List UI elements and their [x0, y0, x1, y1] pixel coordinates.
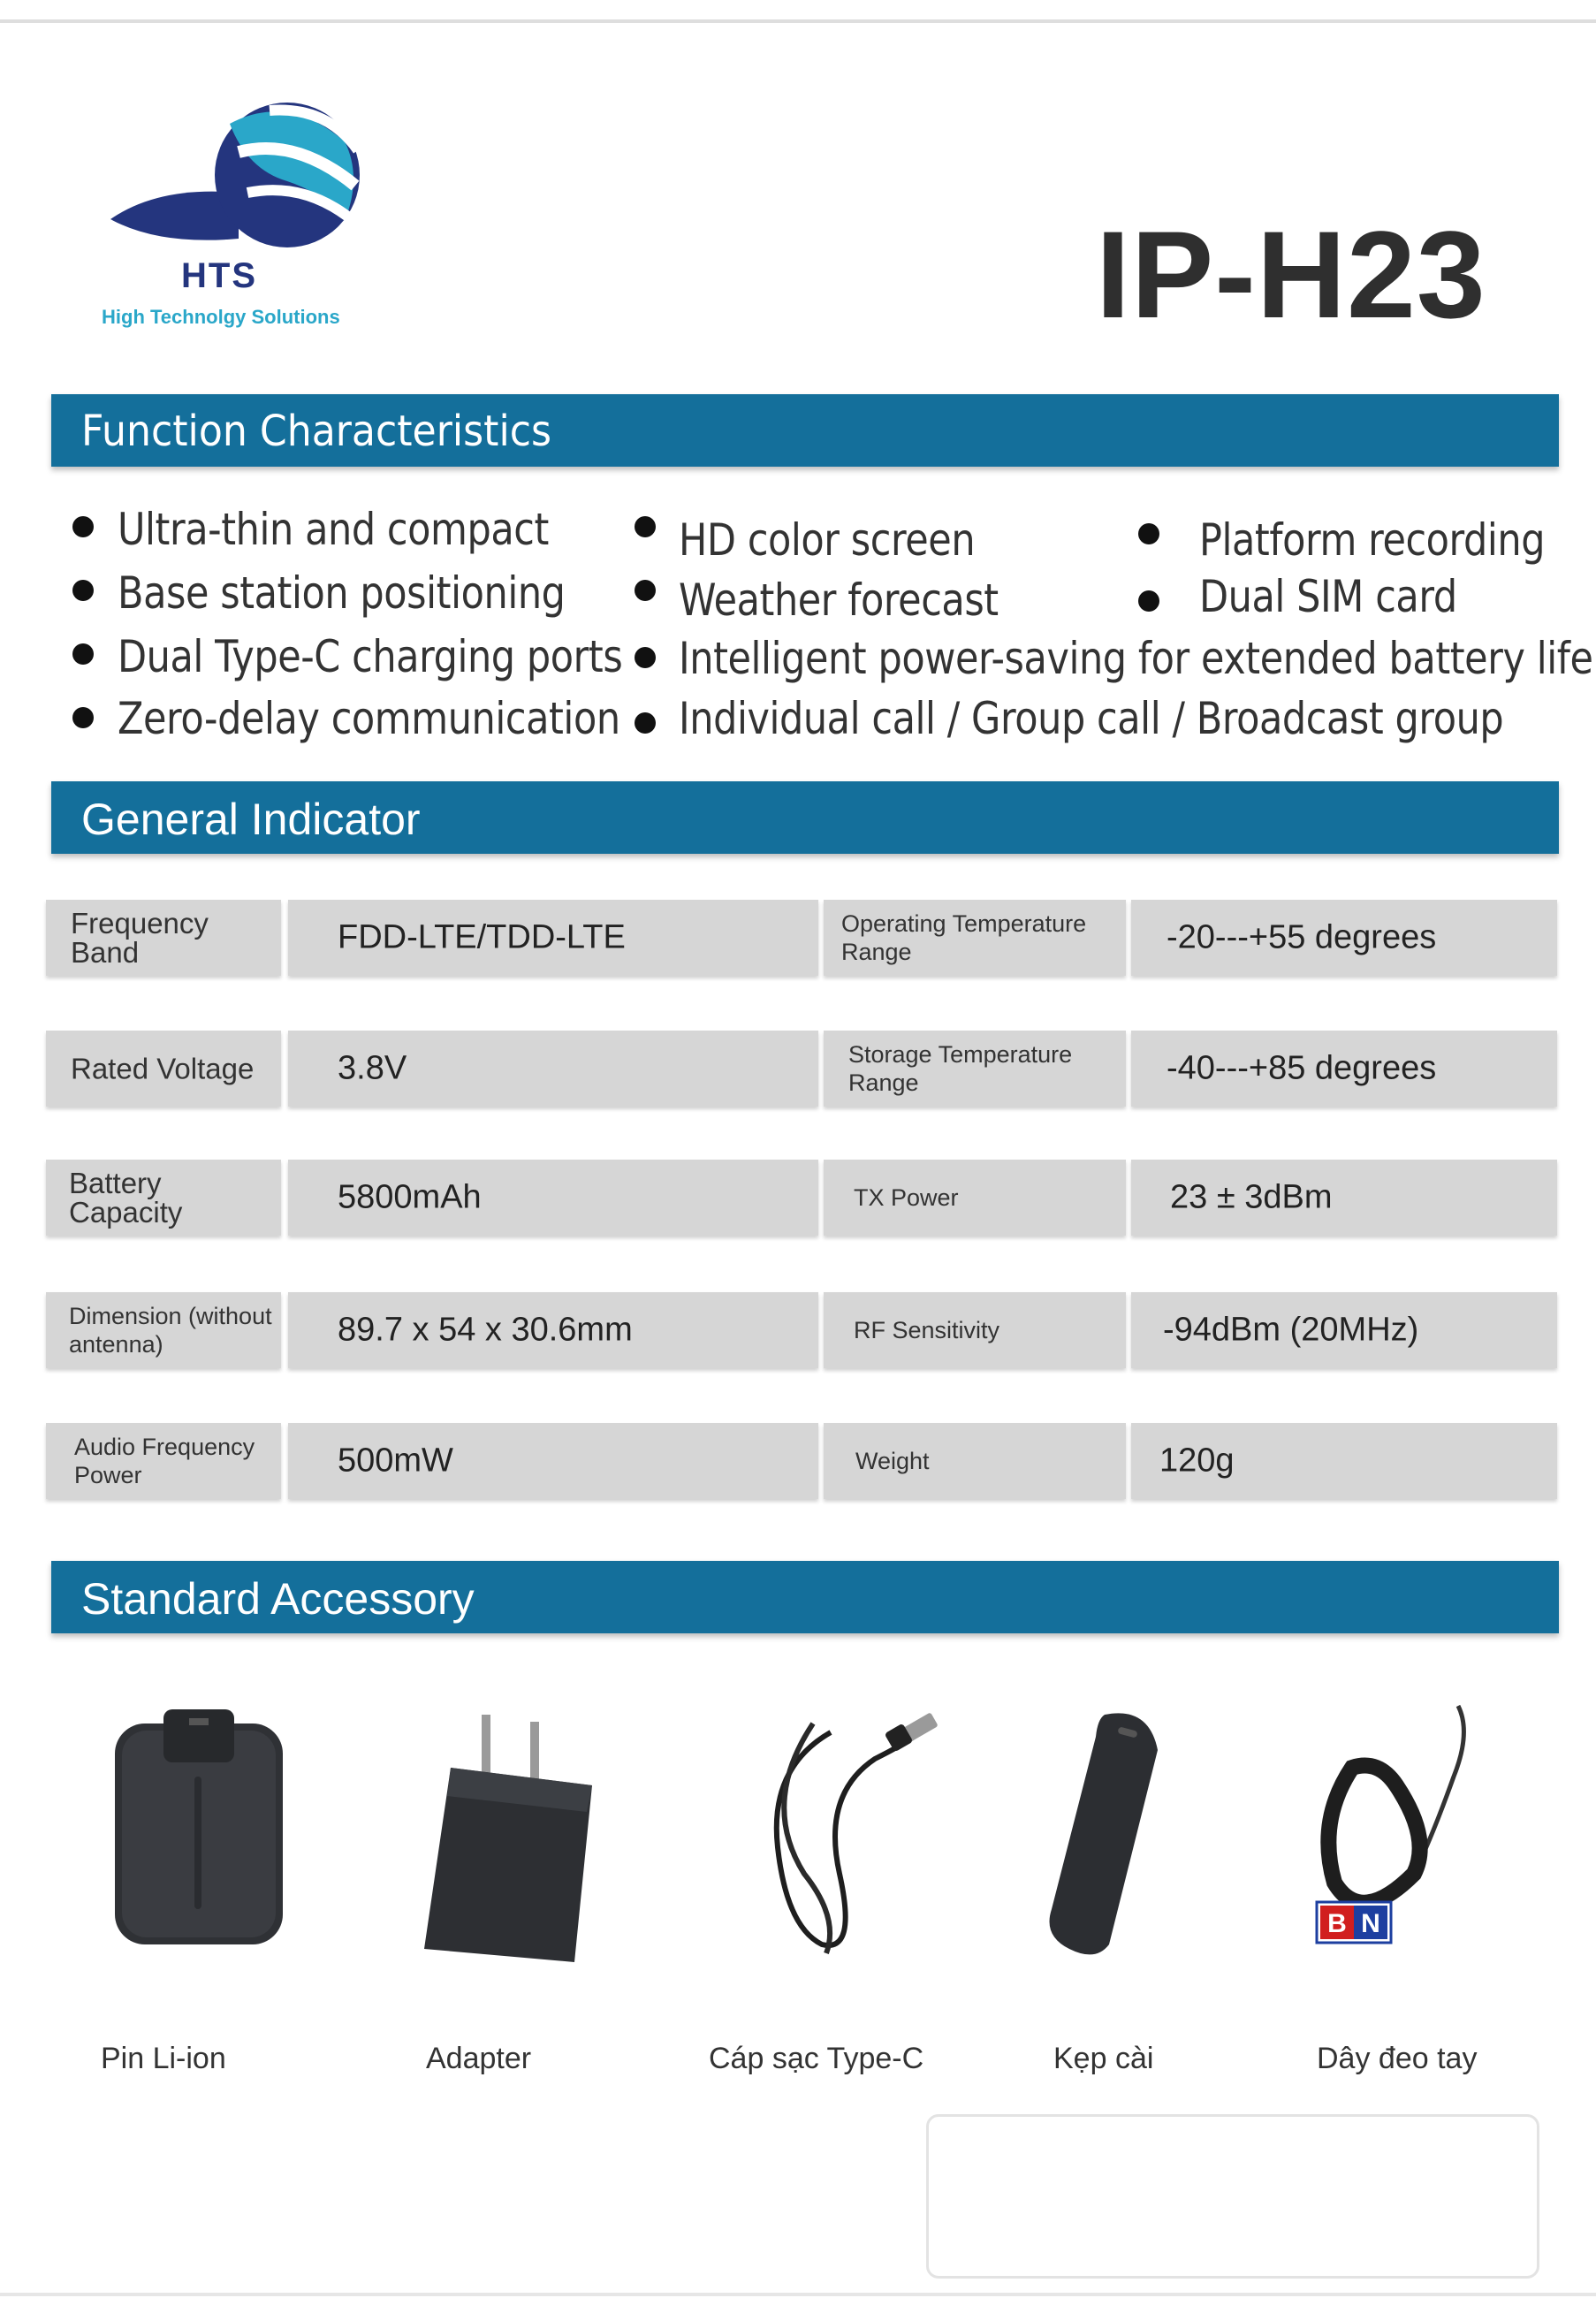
bullet-icon: [72, 643, 94, 665]
spec-label: Dimension (without antenna): [69, 1303, 272, 1358]
bottom-divider: [0, 2293, 1596, 2296]
spec-value: 500mW: [338, 1442, 453, 1480]
spec-row: [46, 1031, 1557, 1107]
feature-item: Intelligent power-saving for extended battery life: [679, 633, 1593, 684]
spec-value: 5800mAh: [338, 1178, 482, 1216]
cable-image: [742, 1697, 954, 1962]
feature-item: Individual call / Group call / Broadcast group: [679, 693, 1504, 744]
feature-item: Zero-delay communication: [118, 693, 620, 744]
bullet-icon: [72, 580, 94, 601]
hts-globe-logo: [106, 88, 389, 265]
spec-label: Operating Temperature Range: [841, 910, 1087, 965]
feature-item: Platform recording: [1199, 514, 1546, 566]
spec-label: Battery Capacity: [69, 1167, 183, 1229]
bullet-icon: [72, 707, 94, 728]
accessory-label: Cáp sạc Type-C: [709, 2042, 924, 2075]
spec-label: TX Power: [854, 1184, 959, 1211]
spec-value: 3.8V: [338, 1049, 407, 1087]
bullet-icon: [635, 516, 656, 537]
spec-label: Rated Voltage: [71, 1052, 255, 1085]
feature-item: Dual Type-C charging ports: [118, 631, 623, 682]
spec-label: Weight: [855, 1448, 930, 1474]
spec-row: [46, 1292, 1557, 1368]
spec-value: -20---+55 degrees: [1167, 918, 1437, 956]
spec-value: FDD-LTE/TDD-LTE: [338, 918, 626, 956]
model-title: IP-H23: [1096, 205, 1486, 344]
top-divider: [0, 19, 1596, 23]
watermark-letter-b: B: [1327, 1909, 1347, 1938]
logo-wordmark: HTS: [181, 256, 257, 295]
section-general-indicator: [51, 781, 1559, 854]
bullet-icon: [635, 647, 656, 668]
feature-item: Dual SIM card: [1199, 571, 1457, 622]
bullet-icon: [635, 580, 656, 601]
spec-value: 120g: [1159, 1442, 1235, 1480]
section-standard-accessory: [51, 1561, 1559, 1633]
accessory-label: Dây đeo tay: [1317, 2042, 1478, 2075]
feature-item: Base station positioning: [118, 567, 566, 619]
adapter-image: [398, 1697, 619, 1962]
spec-row: [46, 1160, 1557, 1236]
battery-image: [97, 1697, 300, 1962]
watermark-letter-n: N: [1361, 1909, 1380, 1938]
section-title: General Indicator: [81, 795, 421, 844]
spec-value: 23 ± 3dBm: [1170, 1178, 1333, 1216]
logo-tagline: High Technolgy Solutions: [102, 306, 340, 328]
strap-image: [1299, 1697, 1493, 1962]
spec-value: -94dBm (20MHz): [1163, 1311, 1419, 1349]
feature-item: HD color screen: [679, 514, 976, 566]
spec-label: Audio Frequency Power: [74, 1434, 255, 1488]
feature-item: Ultra-thin and compact: [118, 504, 549, 555]
accessory-label: Kẹp cài: [1053, 2042, 1154, 2075]
spec-value: -40---+85 degrees: [1167, 1049, 1437, 1087]
clip-image: [1025, 1697, 1184, 1962]
bullet-icon: [1138, 523, 1159, 544]
bullet-icon: [1138, 590, 1159, 612]
accessory-label: Adapter: [426, 2042, 532, 2075]
accessory-label: Pin Li-ion: [101, 2042, 226, 2075]
section-function-characteristics: [51, 394, 1559, 467]
spec-value: 89.7 x 54 x 30.6mm: [338, 1311, 633, 1349]
bullet-icon: [72, 516, 94, 537]
empty-note-box: [926, 2114, 1539, 2279]
spec-row: [46, 900, 1557, 976]
section-title: Standard Accessory: [81, 1574, 475, 1624]
feature-item: Weather forecast: [679, 574, 999, 626]
spec-label: Frequency Band: [71, 907, 209, 969]
bullet-icon: [635, 712, 656, 734]
section-title: Function Characteristics: [81, 407, 552, 456]
spec-row: [46, 1423, 1557, 1499]
spec-label: RF Sensitivity: [854, 1317, 1000, 1343]
spec-label: Storage Temperature Range: [848, 1041, 1073, 1096]
